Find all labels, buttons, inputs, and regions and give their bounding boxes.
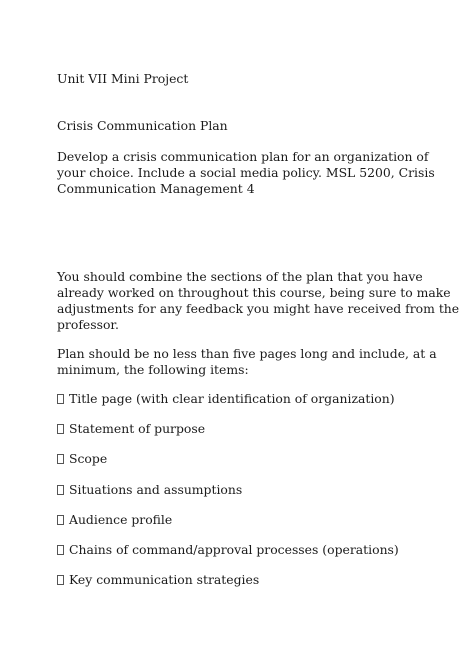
- document-title: Unit VII Mini Project: [57, 71, 189, 86]
- list-item-text: Audience profile: [69, 512, 173, 527]
- requirement-line: Plan should be no less than five pages long and include, at a: [57, 346, 437, 361]
- checkbox-bullet-icon: [57, 515, 64, 525]
- list-item: [57, 420, 205, 437]
- list-item-text: Scope: [69, 451, 108, 466]
- combine-line: adjustments for any feedback you might have received from the: [57, 301, 460, 316]
- list-item: [57, 571, 259, 588]
- intro-line: Develop a crisis communication plan for an organization of: [57, 149, 429, 164]
- checkbox-bullet-icon: [57, 545, 64, 555]
- list-item: [57, 390, 395, 407]
- list-item-text: Title page (with clear identification of organization): [69, 391, 395, 406]
- list-item: [57, 481, 242, 498]
- intro-line: Communication Management 4: [57, 181, 255, 196]
- checkbox-bullet-icon: [57, 394, 64, 404]
- list-item: [57, 541, 399, 558]
- checkbox-bullet-icon: [57, 575, 64, 585]
- checkbox-bullet-icon: [57, 454, 64, 464]
- list-item-text: Chains of command/approval processes (operations): [69, 542, 399, 557]
- list-item-text: Statement of purpose: [69, 421, 206, 436]
- list-item-text: Situations and assumptions: [69, 482, 243, 497]
- document-subtitle: Crisis Communication Plan: [57, 118, 228, 133]
- combine-line: professor.: [57, 317, 119, 332]
- list-item: [57, 511, 172, 528]
- list-item: [57, 450, 107, 467]
- intro-line: your choice. Include a social media policy. MSL 5200, Crisis: [57, 165, 435, 180]
- requirement-line: minimum, the following items:: [57, 362, 249, 377]
- checkbox-bullet-icon: [57, 485, 64, 495]
- combine-line: You should combine the sections of the plan that you have: [57, 269, 423, 284]
- combine-line: already worked on throughout this course, being sure to make: [57, 285, 451, 300]
- list-item-text: Key communication strategies: [69, 572, 260, 587]
- checkbox-bullet-icon: [57, 424, 64, 434]
